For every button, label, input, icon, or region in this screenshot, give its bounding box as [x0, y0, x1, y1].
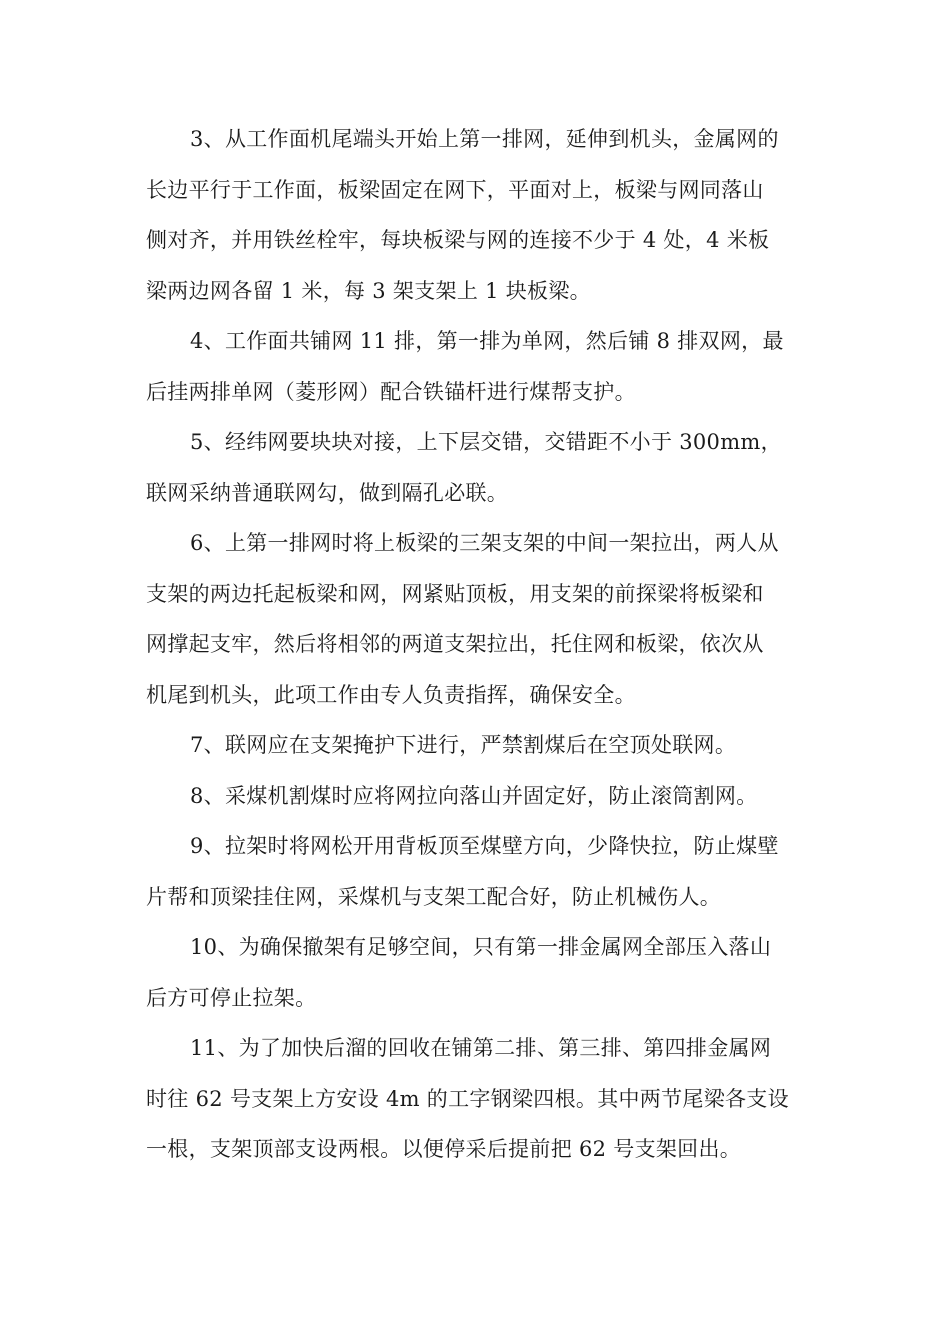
paragraph-item-4 — [146, 316, 806, 417]
paragraph-item-8 — [146, 771, 806, 822]
text-line: 5、经纬网要块块对接，上下层交错，交错距不小于 300mm， — [190, 430, 782, 454]
text-line: 长边平行于工作面，板梁固定在网下，平面对上，板梁与网同落山 — [146, 177, 764, 202]
paragraph-item-6 — [146, 518, 806, 720]
text-line: 机尾到机头，此项工作由专人负责指挥，确保安全。 — [146, 682, 636, 707]
text-line: 7、联网应在支架掩护下进行，严禁割煤后在空顶处联网。 — [190, 733, 737, 757]
paragraph-item-3 — [146, 114, 806, 316]
text-line: 网撑起支牢，然后将相邻的两道支架拉出，托住网和板梁，依次从 — [146, 632, 764, 656]
text-line: 8、采煤机割煤时应将网拉向落山并固定好，防止滚筒割网。 — [190, 783, 758, 808]
text-line: 4、工作面共铺网 11 排，第一排为单网，然后铺 8 排双网，最 — [190, 329, 784, 353]
text-line: 片帮和顶梁挂住网，采煤机与支架工配合好，防止机械伤人。 — [146, 884, 722, 909]
paragraph-item-10 — [146, 922, 806, 1023]
text-line: 10、为确保撤架有足够空间，只有第一排金属网全部压入落山 — [190, 935, 772, 959]
text-line: 梁两边网各留 1 米，每 3 架支架上 1 块板梁。 — [146, 278, 591, 303]
paragraph-item-5 — [146, 417, 806, 518]
paragraph-item-11 — [146, 1023, 806, 1175]
paragraph-item-9 — [146, 821, 806, 922]
text-line: 11、为了加快后溜的回收在铺第二排、第三排、第四排金属网 — [190, 1036, 772, 1060]
paragraph-item-7 — [146, 720, 806, 771]
text-line: 后方可停止拉架。 — [146, 985, 317, 1010]
text-line: 9、拉架时将网松开用背板顶至煤壁方向，少降快拉，防止煤壁 — [190, 834, 779, 858]
document-body — [146, 114, 806, 1175]
text-line: 时往 62 号支架上方安设 4m 的工字钢梁四根。其中两节尾梁各支设 — [146, 1086, 789, 1111]
text-line: 联网采纳普通联网勾，做到隔孔必联。 — [146, 480, 509, 505]
text-line: 侧对齐，并用铁丝栓牢，每块板梁与网的连接不少于 4 处，4 米板 — [146, 228, 770, 252]
text-line: 6、上第一排网时将上板梁的三架支架的中间一架拉出，两人从 — [190, 531, 779, 555]
text-line: 后挂两排单网（菱形网）配合铁锚杆进行煤帮支护。 — [146, 379, 636, 404]
text-line: 一根，支架顶部支设两根。以便停采后提前把 62 号支架回出。 — [146, 1137, 742, 1161]
text-line: 3、从工作面机尾端头开始上第一排网，延伸到机头，金属网的 — [190, 127, 779, 151]
text-line: 支架的两边托起板梁和网，网紧贴顶板，用支架的前探梁将板梁和 — [146, 581, 764, 606]
